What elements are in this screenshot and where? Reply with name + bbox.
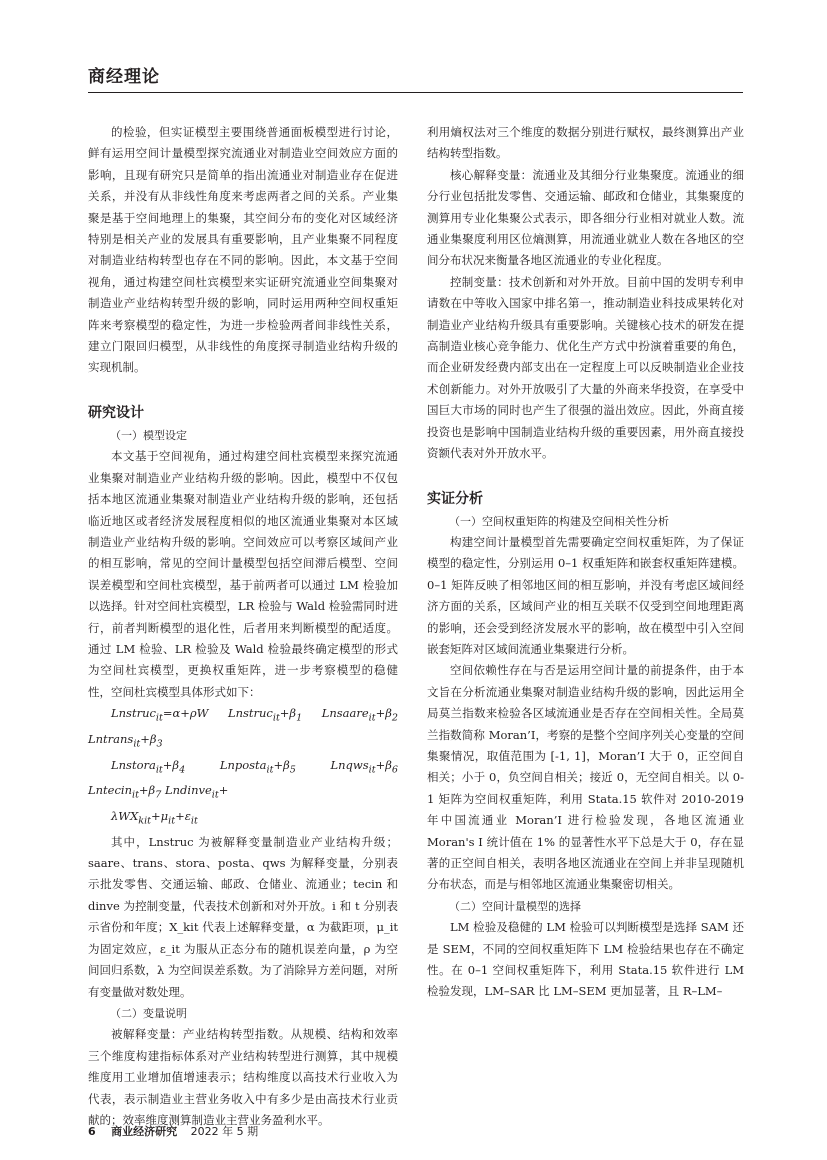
formula-line-1: Lnstruc$_{it}$=α+ρW $Lnstruc_{it}+\beta_1$ $Lnsaare_{it}+\beta_2$ $Lntrans_{it}+\beta_3$ — [88, 706, 398, 750]
paragraph-variables: 其中，Lnstruc 为被解释变量制造业产业结构升级；saare、trans、stora、posta、qws 为解释变量，分别表示批发零售、交通运输、邮政、仓储业、流通业；tecin 和 dinve 为控制变量，代表技术创新和对外开放。i 和 t 分别表示省份和年度；X_kit 代表上述解释变量，α 为截距项，μ_it 为固定效应，ε_it 为服从正态分布的随机误差向量，ρ 为空间回归系数，λ 为空间误差系数。为了消除异方差问题，对所有变量做对数处理。 — [88, 834, 398, 999]
paragraph-continued: 利用熵权法对三个维度的数据分别进行赋权，最终测算出产业结构转型指数。 — [427, 125, 744, 161]
left-column — [88, 122, 398, 1127]
paragraph-dependent-variable: 被解释变量：产业结构转型指数。从规模、结构和效率三个维度构建指标体系对产业结构转型进行测算，其中规模维度用工业增加值增速表示；结构维度以高技术行业收入为代表，表示制造业主营业务收入中有多少是由高技术行业贡献的；效率维度测算制造业主营业务盈利水平。 — [88, 1027, 398, 1127]
paragraph-weight-matrix: 构建空间计量模型首先需要确定空间权重矩阵，为了保证模型的稳定性，分别运用 0–1 权重矩阵和嵌套权重矩阵建模。0–1 矩阵反映了相邻地区间的相互影响，并没有考虑区域间经济方面的关系，区域间产业的相互关联不仅受到空间地理距离的影响，还会受到经济发展水平的影响，故在模型中引入空间嵌套矩阵对区域间流通业集聚进行分析。 — [427, 534, 744, 656]
subsection-title-model-choice: （二）空间计量模型的选择 — [449, 899, 581, 913]
paragraph-moran: 空间依赖性存在与否是运用空间计量的前提条件，由于本文旨在分析流通业集聚对制造业结构升级的影响，因此运用全局莫兰指数来检验各区域流通业是否存在空间相关性。全局莫兰指数简称 Moran’I，考察的是整个空间序列关心变量的空间集聚情况，取值范围为 [-1, 1]，Moran’I 大于 0，正空间自相关；小于 0，负空间自相关；接近 0，无空间自相关。以 0-1 矩阵为空间权重矩阵，利用 Stata.15 软件对 2010-2019 年中国流通业 Moran’I 进行检验发现，各地区流通业 Moran's I 统计值在 1% 的显著性水平下总是大于 0，存在显著的正空间自相关，表明各地区流通业在空间上并非呈现随机分布状态，而是与相邻地区流通业集聚密切相关。 — [427, 663, 744, 892]
journal-name: 商业经济研究 — [111, 1125, 178, 1138]
header-rule — [88, 92, 743, 93]
subsection-title-weight-matrix: （一）空间权重矩阵的构建及空间相关性分析 — [449, 514, 669, 528]
formula-line-2: $Lnstora_{it}+\beta_4$ $Lnposta_{it}+\beta_5$ $Lnqws_{it}+\beta_6$ $Lntecin_{it}+\beta_7$ Lndinve$_{it}$+ — [88, 757, 398, 801]
paragraph-intro: 的检验，但实证模型主要围绕普通面板模型进行讨论，鲜有运用空间计量模型探究流通业对制造业空间效应方面的影响，且现有研究只是简单的指出流通业对制造业存在促进关系，并没有从非线性角度来考虑两者之间的关系。产业集聚是基于空间地理上的集聚，其空间分布的变化对区域经济特别是相关产业的发展具有重要影响，且产业集聚不同程度对制造业结构转型也存在不同的影响。因此，本文基于空间视角，通过构建空间杜宾模型来实证研究流通业空间集聚对制造业产业结构转型升级的影响，同时运用两种空间权重矩阵来考察模型的稳定性，为进一步检验两者间非线性关系，建立门限回归模型，从非线性的角度探寻制造业结构升级的实现机制。 — [88, 125, 398, 375]
paragraph-control-variable: 控制变量：技术创新和对外开放。目前中国的发明专利申请数在中等收入国家中排名第一，推动制造业科技成果转化对制造业产业结构升级具有重要影响。关键核心技术的研发在提高制造业核心竞争能力、优化生产方式中扮演着重要的角色，而企业研发经费内部支出在一定程度上可以反映制造业企业技术创新能力。对外开放吸引了大量的外商来华投资，在享受中国巨大市场的同时也产生了很强的溢出效应。因此，外商直接投资也是影响中国制造业结构升级的重要因素，用外商直接投资额代表对外开放水平。 — [427, 274, 744, 461]
issue-label: 2022 年 5 期 — [190, 1125, 259, 1138]
formula-line-3: $\lambda WX_{kit}+\mu_{it}+\varepsilon_{it}$ — [111, 808, 198, 827]
section-title-empirical: 实证分析 — [427, 490, 483, 507]
section-header: 商经理论 — [88, 67, 160, 87]
subsection-title-variables: （二）变量说明 — [110, 1006, 187, 1020]
page-footer — [88, 1123, 258, 1139]
paragraph-core-variable: 核心解释变量：流通业及其细分行业集聚度。流通业的细分行业包括批发零售、交通运输、邮政和仓储业，其集聚度的测算用专业化集聚公式表示，即各细分行业相对就业人数。流通业集聚度利用区位熵测算，用流通业就业人数在各地区的空间分布状况来衡量各地区流通业的专业化程度。 — [427, 167, 744, 268]
paragraph-lm-test: LM 检验及稳健的 LM 检验可以判断模型是选择 SAM 还是 SEM，不同的空间权重矩阵下 LM 检验结果也存在不确定性。在 0–1 空间权重矩阵下，利用 Stata.15 软件进行 LM 检验发现，LM–SAR 比 LM–SEM 更加显著，且 R–LM– — [427, 920, 744, 999]
right-column — [427, 122, 744, 1102]
paragraph-model: 本文基于空间视角，通过构建空间杜宾模型来探究流通业集聚对制造业产业结构升级的影响。因此，模型中不仅包括本地区流通业集聚对制造业产业结构升级的影响，还包括临近地区或者经济发展程度相似的地区流通业集聚对本区域制造业产业结构升级的影响。空间效应可以考察区域间产业的相互影响，常见的空间计量模型包括空间滞后模型、空间误差模型和空间杜宾模型，基于前两者可以通过 LM 检验加以选择。针对空间杜宾模型，LR 检验与 Wald 检验需同时进行，前者判断模型的退化性，后者用来判断模型的配适度。通过 LM 检验、LR 检验及 Wald 检验最终确定模型的形式为空间杜宾模型，更换权重矩阵，进一步考察模型的稳健性，空间杜宾模型具体形式如下： — [88, 449, 398, 699]
subsection-title-model: （一）模型设定 — [110, 428, 187, 442]
page-number: 6 — [88, 1125, 96, 1138]
section-title-research-design: 研究设计 — [88, 404, 144, 421]
